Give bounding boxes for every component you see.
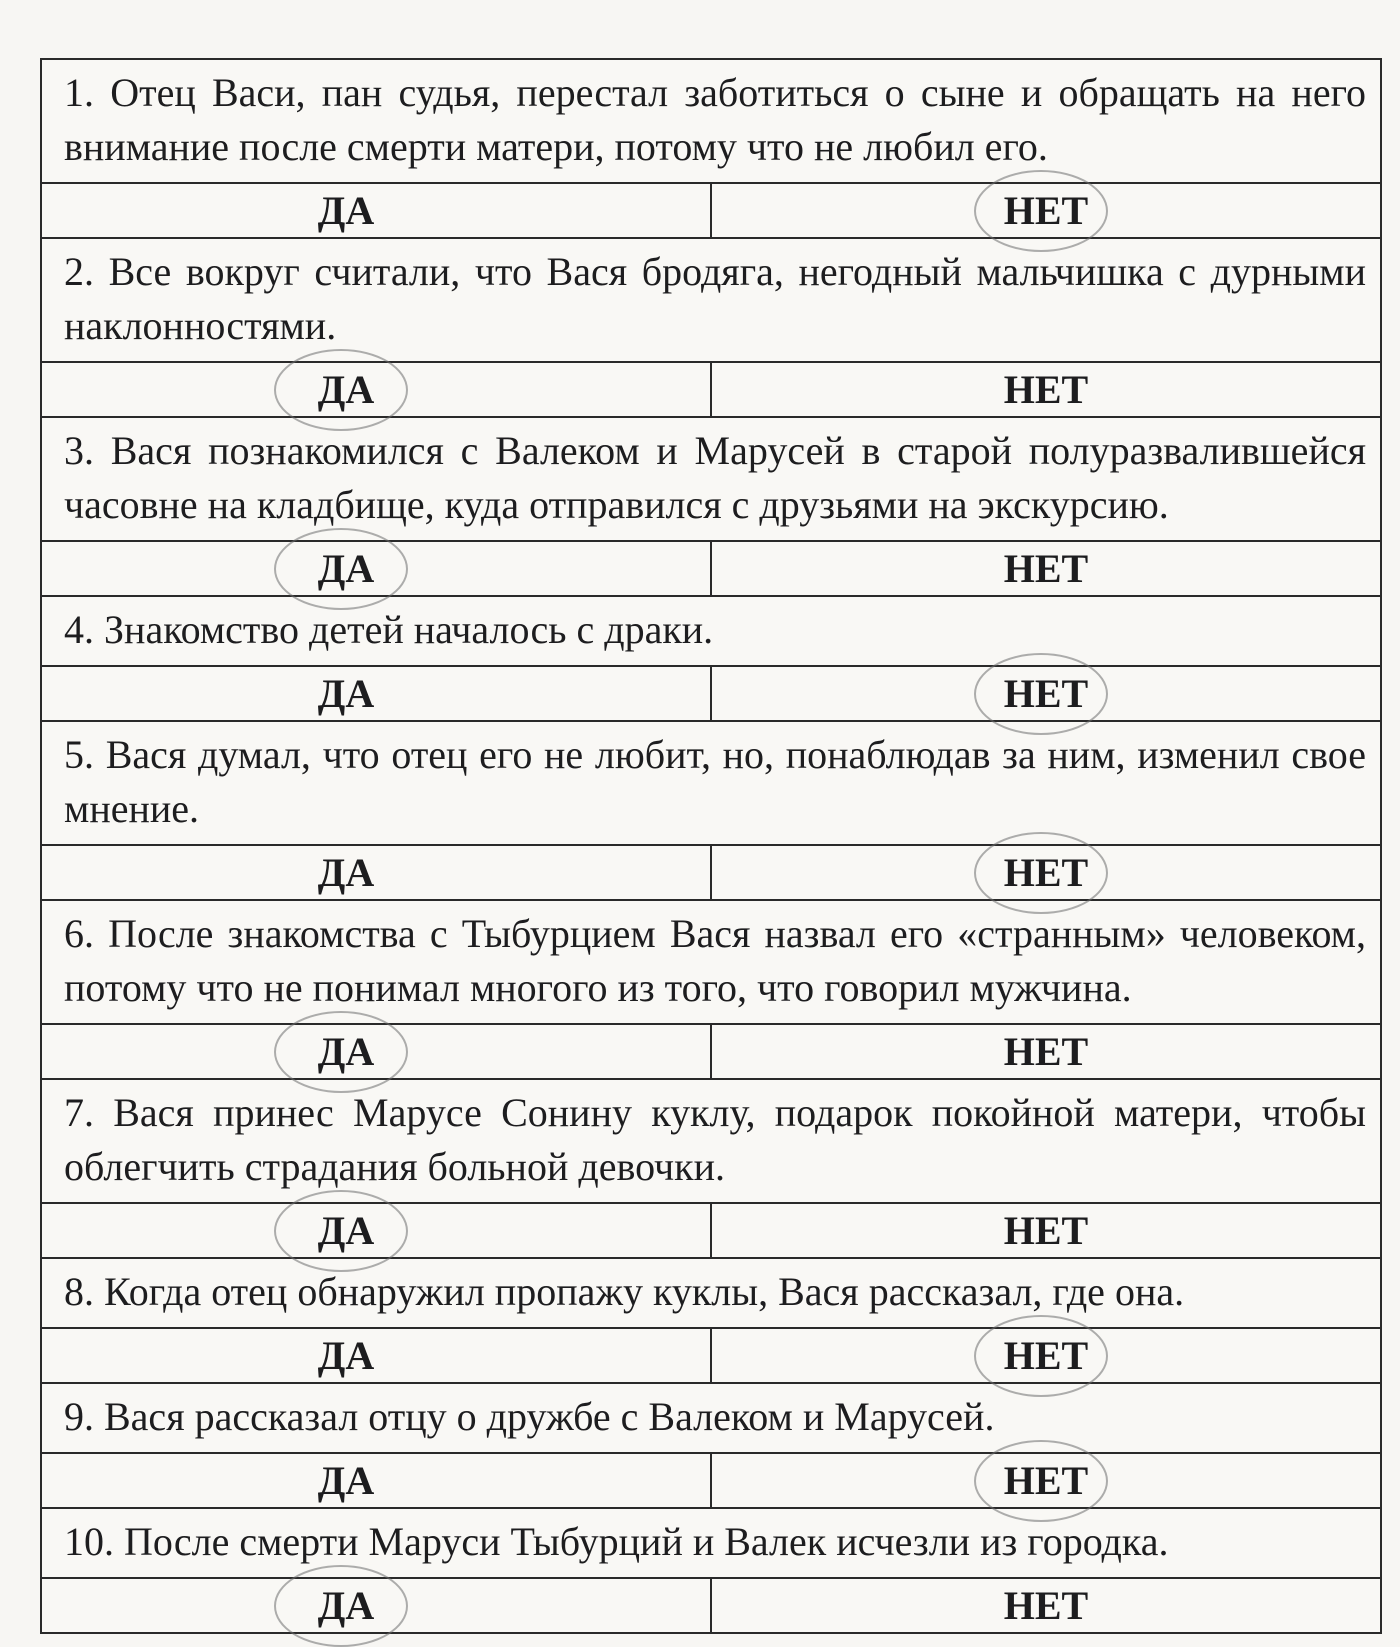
answer-option-no[interactable] [712, 1454, 1380, 1507]
question-text: 4. Знакомство детей началось с драки. [42, 597, 1380, 667]
answer-label-no: НЕТ [1003, 1208, 1089, 1253]
question-text: 5. Вася думал, что отец его не любит, но, понаблюдав за ним, изменил свое мнение. [42, 722, 1380, 846]
answer-option-no[interactable] [712, 542, 1380, 595]
answer-option-yes[interactable] [42, 1579, 712, 1632]
question-text: 10. После смерти Маруси Тыбурций и Валек исчезли из городка. [42, 1509, 1380, 1579]
answer-label-no: НЕТ [1003, 1458, 1089, 1503]
answer-option-yes[interactable] [42, 363, 712, 416]
answer-label-yes: ДА [317, 1458, 375, 1503]
answer-row [42, 1454, 1380, 1509]
question-text: 3. Вася познакомился с Валеком и Марусей в старой полуразвалившейся часовне на кладбище, куда отправился с друзьями на экскурсию. [42, 418, 1380, 542]
answer-row [42, 1579, 1380, 1632]
question-text: 2. Все вокруг считали, что Вася бродяга, негодный мальчишка с дурными наклонностями. [42, 239, 1380, 363]
question-text: 6. После знакомства с Тыбурцием Вася назвал его «странным» человеком, потому что не понимал многого из того, что говорил мужчина. [42, 901, 1380, 1025]
answer-option-yes[interactable] [42, 667, 712, 720]
answer-option-yes[interactable] [42, 1025, 712, 1078]
answer-label-yes: ДА [317, 367, 375, 412]
answer-label-yes: ДА [317, 850, 375, 895]
answer-label-no: НЕТ [1003, 850, 1089, 895]
answer-row [42, 1204, 1380, 1259]
answer-option-yes[interactable] [42, 542, 712, 595]
answer-label-no: НЕТ [1003, 367, 1089, 412]
answer-option-no[interactable] [712, 1204, 1380, 1257]
answer-option-yes[interactable] [42, 846, 712, 899]
answer-option-no[interactable] [712, 184, 1380, 237]
answer-label-no: НЕТ [1003, 188, 1089, 233]
answer-option-yes[interactable] [42, 1454, 712, 1507]
answer-option-no[interactable] [712, 1329, 1380, 1382]
answer-row [42, 363, 1380, 418]
answer-label-yes: ДА [317, 1583, 375, 1628]
answer-label-yes: ДА [317, 188, 375, 233]
question-text: 7. Вася принес Марусе Сонину куклу, подарок покойной матери, чтобы облегчить страдания больной девочки. [42, 1080, 1380, 1204]
answer-row [42, 542, 1380, 597]
answer-label-yes: ДА [317, 671, 375, 716]
answer-label-no: НЕТ [1003, 1333, 1089, 1378]
answer-row [42, 1329, 1380, 1384]
question-text: 9. Вася рассказал отцу о дружбе с Валеком и Марусей. [42, 1384, 1380, 1454]
answer-option-yes[interactable] [42, 184, 712, 237]
answer-row [42, 184, 1380, 239]
answer-label-no: НЕТ [1003, 1029, 1089, 1074]
answer-option-no[interactable] [712, 1579, 1380, 1632]
question-text: 8. Когда отец обнаружил пропажу куклы, Вася рассказал, где она. [42, 1259, 1380, 1329]
answer-label-yes: ДА [317, 546, 375, 591]
question-text: 1. Отец Васи, пан судья, перестал заботиться о сыне и обращать на него внимание после смерти матери, потому что не любил его. [42, 60, 1380, 184]
answer-option-no[interactable] [712, 363, 1380, 416]
answer-option-no[interactable] [712, 1025, 1380, 1078]
answer-row [42, 667, 1380, 722]
answer-option-no[interactable] [712, 667, 1380, 720]
answer-label-no: НЕТ [1003, 671, 1089, 716]
answer-row [42, 1025, 1380, 1080]
answer-label-yes: ДА [317, 1029, 375, 1074]
quiz-table [40, 58, 1382, 1634]
answer-row [42, 846, 1380, 901]
answer-option-yes[interactable] [42, 1329, 712, 1382]
answer-label-no: НЕТ [1003, 546, 1089, 591]
answer-option-yes[interactable] [42, 1204, 712, 1257]
answer-option-no[interactable] [712, 846, 1380, 899]
answer-label-yes: ДА [317, 1208, 375, 1253]
answer-label-yes: ДА [317, 1333, 375, 1378]
answer-label-no: НЕТ [1003, 1583, 1089, 1628]
